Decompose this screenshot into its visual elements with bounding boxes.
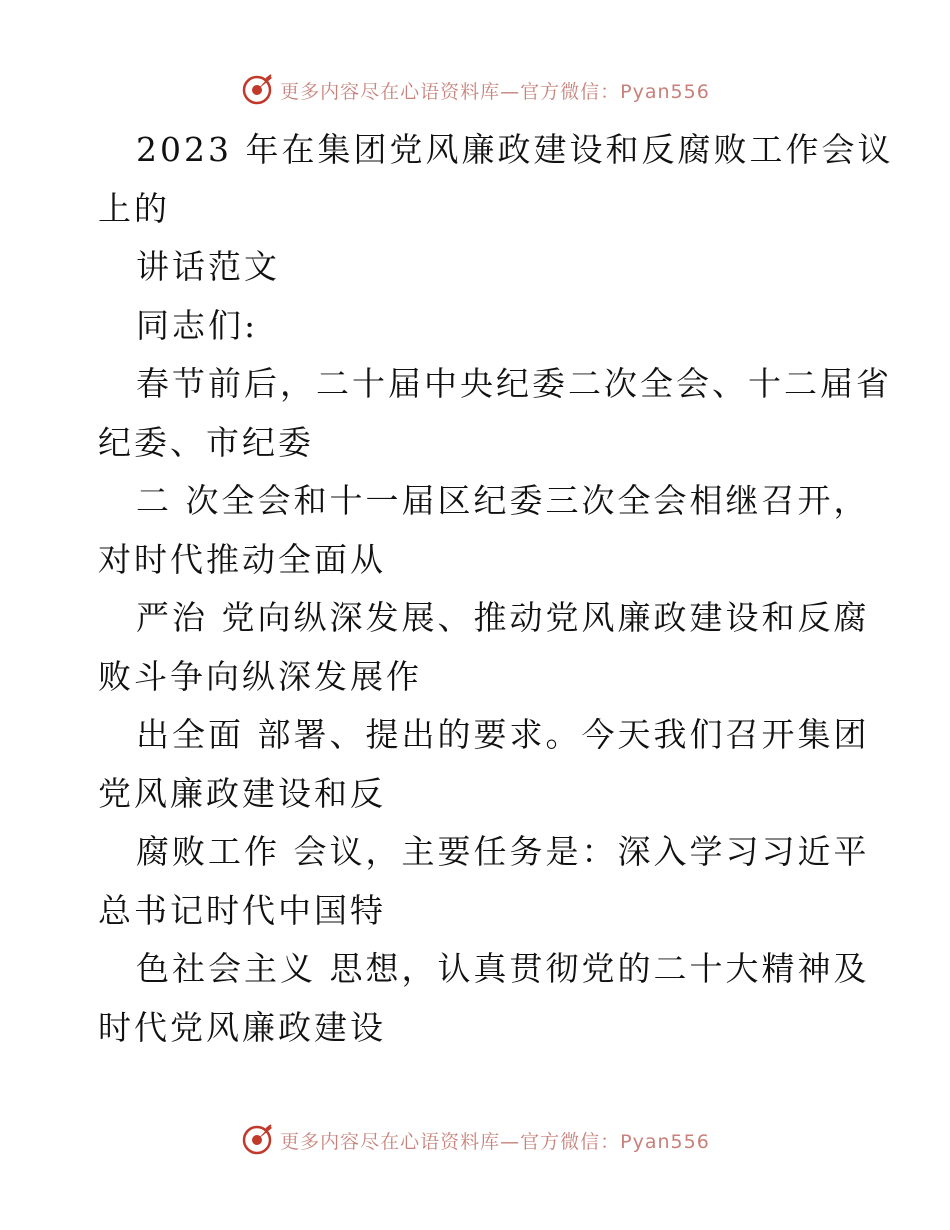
text-line: 讲话范文 [136,247,280,286]
text-line: 对时代推动全面从 [98,539,386,579]
text-line: 同志们: [136,305,259,345]
text-line: 严治 党向纵深发展、推动党风廉政建设和反腐 [136,598,870,637]
text-line: 党风廉政建设和反 [98,773,386,813]
quill-pen-logo-icon [240,1123,274,1157]
quill-pen-logo-icon [240,73,274,107]
text-line: 二 次全会和十一届区纪委三次全会相继召开， [136,481,870,520]
watermark-text: 更多内容尽在心语资料库—官方微信：Pyan556 [280,1130,710,1153]
text-line: 上的 [98,188,170,228]
text-line: 腐败工作 会议，主要任务是：深入学习习近平 [136,832,870,871]
text-line: 2023 年在集团党风廉政建设和反腐败工作会议 [136,130,894,169]
text-line: 春节前后，二十届中央纪委二次全会、十二届省 [136,364,892,403]
document-body [98,121,894,1057]
footer-watermark [0,1120,950,1160]
text-line: 纪委、市纪委 [98,422,314,462]
text-line: 出全面 部署、提出的要求。今天我们召开集团 [136,715,870,754]
header-watermark [0,70,950,110]
text-line: 败斗争向纵深发展作 [98,656,422,696]
watermark-text: 更多内容尽在心语资料库—官方微信：Pyan556 [280,80,710,103]
text-line: 色社会主义 思想，认真贯彻党的二十大精神及 [136,949,870,988]
text-line: 时代党风廉政建设 [98,1007,386,1047]
text-line: 总书记时代中国特 [98,890,386,930]
